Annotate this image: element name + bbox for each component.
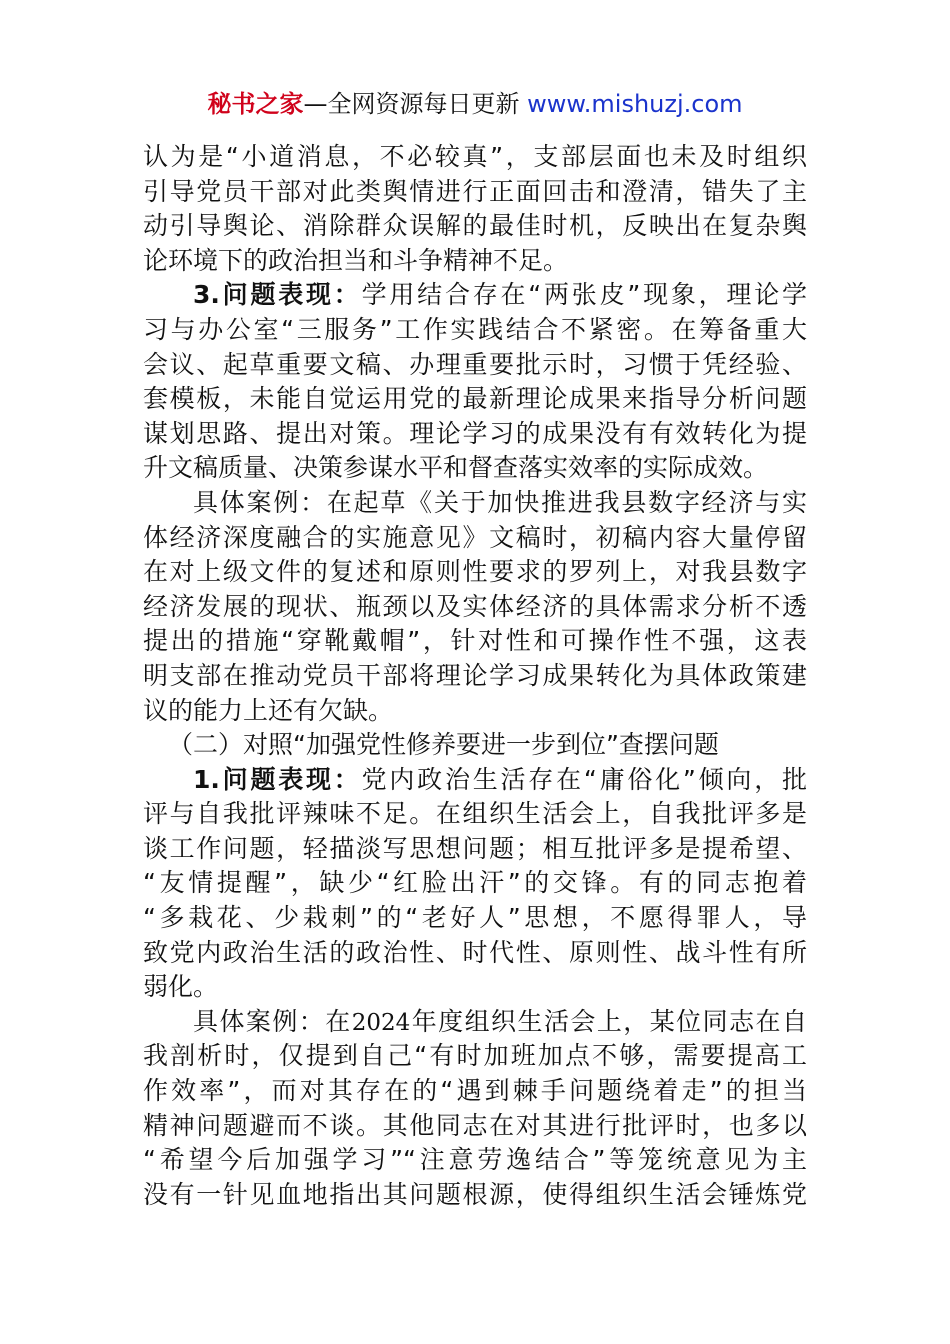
text-line bbox=[143, 1143, 807, 1178]
line-text: 作效率”，而对其存在的“遇到棘手问题绕着走”的担当 bbox=[143, 1076, 807, 1106]
line-text: 习与办公室“三服务”工作实践结合不紧密。在筹备重大 bbox=[143, 314, 807, 344]
text-line bbox=[143, 348, 807, 383]
site-url-link[interactable]: www.mishuzj.com bbox=[527, 90, 743, 118]
text-line bbox=[143, 175, 807, 210]
line-text: 没有一针见血地指出其问题根源，使得组织生活会锤炼党 bbox=[143, 1179, 807, 1209]
text-line bbox=[143, 1178, 807, 1213]
text-line bbox=[143, 624, 807, 659]
text-line bbox=[143, 140, 807, 175]
heading-label: 3.问题表现： bbox=[193, 280, 362, 310]
line-text: 具体案例：在起草《关于加快推进我县数字经济与实 bbox=[193, 487, 807, 517]
text-line bbox=[143, 1005, 807, 1040]
line-text: 套模板，未能自觉运用党的最新理论成果来指导分析问题 bbox=[143, 384, 807, 414]
line-text: 论环境下的政治担当和斗争精神不足。 bbox=[143, 245, 569, 275]
text-line bbox=[143, 832, 807, 867]
line-text: 提出的措施“穿靴戴帽”，针对性和可操作性不强，这表 bbox=[143, 626, 807, 656]
header-slogan: 全网资源每日更新 bbox=[327, 90, 520, 118]
line-text: 经济发展的现状、瓶颈以及实体经济的具体需求分析不透 bbox=[143, 591, 807, 621]
line-prefix: 具体案例：在 bbox=[193, 1006, 352, 1036]
line-text: 体经济深度融合的实施意见》文稿时，初稿内容大量停留 bbox=[143, 522, 807, 552]
text-line bbox=[143, 486, 807, 521]
line-text: “多栽花、少栽刺”的“老好人”思想，不愿得罪人，导 bbox=[143, 903, 807, 933]
line-text: 致党内政治生活的政治性、时代性、原则性、战斗性有所 bbox=[143, 937, 807, 967]
text-line bbox=[143, 866, 807, 901]
line-text: 谋划思路、提出对策。理论学习的成果没有有效转化为提 bbox=[143, 418, 807, 448]
text-line bbox=[143, 694, 807, 729]
line-text: “希望今后加强学习”“注意劳逸结合”等笼统意见为主 bbox=[143, 1145, 807, 1175]
text-line bbox=[143, 1074, 807, 1109]
line-text: 议的能力上还有欠缺。 bbox=[143, 695, 394, 725]
text-line bbox=[143, 1109, 807, 1144]
text-line bbox=[143, 209, 807, 244]
text-line bbox=[143, 936, 807, 971]
line-text: 我剖析时，仅提到自己“有时加班加点不够，需要提高工 bbox=[143, 1041, 807, 1071]
line-text: 在对上级文件的复述和原则性要求的罗列上，对我县数字 bbox=[143, 557, 807, 587]
line-text: “友情提醒”，缺少“红脸出汗”的交锋。有的同志抱着 bbox=[143, 868, 807, 898]
document-body bbox=[143, 140, 807, 1212]
text-line bbox=[143, 278, 807, 313]
line-text: 引导党员干部对此类舆情进行正面回击和澄清，错失了主 bbox=[143, 176, 807, 206]
text-line bbox=[143, 555, 807, 590]
line-text: 学用结合存在“两张皮”现象，理论学 bbox=[361, 280, 807, 310]
page-header bbox=[0, 86, 950, 122]
line-text: 明支部在推动党员干部将理论学习成果转化为具体政策建 bbox=[143, 660, 807, 690]
year-number: 2024 bbox=[351, 1009, 411, 1036]
text-line bbox=[143, 244, 807, 279]
text-line bbox=[143, 659, 807, 694]
text-line bbox=[143, 763, 807, 798]
line-text: （二）对照“加强党性修养要进一步到位”查摆问题 bbox=[168, 730, 719, 760]
text-line bbox=[143, 521, 807, 556]
text-line bbox=[143, 382, 807, 417]
line-text: 评与自我批评辣味不足。在组织生活会上，自我批评多是 bbox=[143, 799, 807, 829]
text-line bbox=[143, 1039, 807, 1074]
heading-label: 1.问题表现： bbox=[193, 764, 362, 794]
line-text: 认为是“小道消息，不必较真”，支部层面也未及时组织 bbox=[143, 142, 807, 171]
text-line bbox=[143, 970, 807, 1005]
line-text: 党内政治生活存在“庸俗化”倾向，批 bbox=[361, 764, 807, 794]
line-text: 会议、起草重要文稿、办理重要批示时，习惯于凭经验、 bbox=[143, 349, 807, 379]
text-line bbox=[143, 901, 807, 936]
line-text: 弱化。 bbox=[143, 972, 219, 1002]
site-brand: 秘书之家 bbox=[207, 90, 304, 118]
line-text: 动引导舆论、消除群众误解的最佳时机，反映出在复杂舆 bbox=[143, 211, 807, 241]
text-line bbox=[143, 797, 807, 832]
line-text: 精神问题避而不谈。其他同志在对其进行批评时，也多以 bbox=[143, 1110, 807, 1140]
text-line bbox=[143, 417, 807, 452]
header-dash: — bbox=[303, 90, 328, 118]
text-line bbox=[143, 451, 807, 486]
line-text: 年度组织生活会上，某位同志在自 bbox=[410, 1006, 807, 1036]
line-text: 升文稿质量、决策参谋水平和督查落实效率的实际成效。 bbox=[143, 453, 769, 483]
text-line bbox=[143, 313, 807, 348]
text-line bbox=[143, 590, 807, 625]
line-text: 谈工作问题，轻描淡写思想问题；相互批评多是提希望、 bbox=[143, 833, 807, 863]
text-line bbox=[143, 728, 807, 763]
